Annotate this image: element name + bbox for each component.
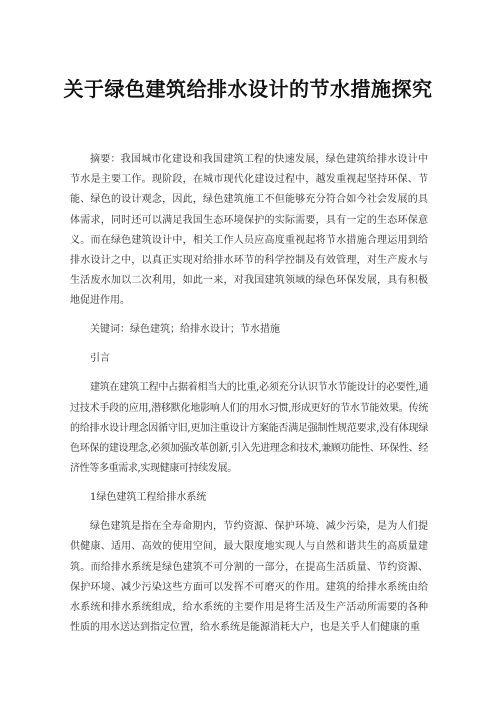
section-1-paragraph: 绿色建筑是指在全寿命期内，节约资源、保护环境、减少污染，是为人们提供健康、适用、高效的使用空间，最大限度地实现人与自然和谐共生的高质量建筑。而给排水系统是绿色建筑不可分割的一部分，在提高生活质量、节约资源、保护环境、减少污染这些方面可以发挥不可磨灭的作用。建筑的给排水系统由给水系统和排水系统组成，给水系统的主要作用是将生活及生产活动所需要的各种性质的用水送达到指定位置，给水系统是能源消耗大户，也是关乎人们健康的重 — [70, 521, 428, 634]
intro-paragraph: 建筑在建筑工程中占据着相当大的比重,必须充分认识节水节能设计的必要性,通过技术手段的应用,潜移默化地影响人们的用水习惯,形成更好的节水节能效果。传统的给排水设计理念因循守旧,更加注重设计方案能否满足强制性规范要求,没有体现绿色环保的建设理念,必须加强改革创新,引入先进理念和技术,兼顾功能性、环保性、经济性等多重需求,实现健康可持续发展。 — [70, 382, 428, 475]
section-1-heading: 1绿色建筑工程给排水系统 — [90, 492, 207, 504]
abstract-paragraph: 摘要：我国城市化建设和我国建筑工程的快速发展，绿色建筑给排水设计中节水是主要工作。现阶段，在城市现代化建设过程中，越发重视起坚持环保、节能、绿色的设计观念，因此，绿色建筑施工不但能够充分符合如今社会发展的具体需求，同时还可以满足我国生态环境保护的实际需要，具有一定的生态环保意义。而在绿色建筑设计中，相关工作人员应高度重视起将节水措施合理运用到给排水设计之中，以真正实现对给排水环节的科学控制及有效管理，对生产废水与生活废水加以二次利用，如此一来，对我国建筑领域的绿色环保发展，具有积极地促进作用。 — [70, 154, 428, 307]
intro-heading: 引言 — [90, 353, 110, 365]
document-body — [70, 150, 428, 647]
document-title: 关于绿色建筑给排水设计的节水措施探究 — [63, 77, 433, 101]
keywords-line: 关键词：绿色建筑；给排水设计；节水措施 — [90, 324, 280, 336]
